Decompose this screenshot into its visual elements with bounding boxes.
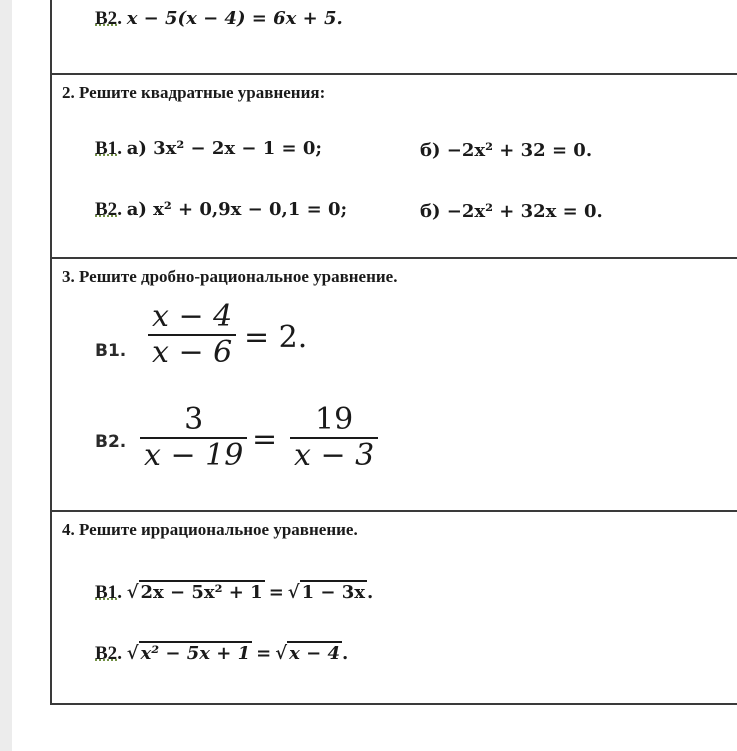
numerator: 19 xyxy=(315,402,354,437)
task1-variant2: B2. x − 5(x − 4) = 6x + 5. xyxy=(95,8,343,29)
task2-title: 2. Решите квадратные уравнения: xyxy=(62,83,326,102)
task2-variant1: B1. а) 3x² − 2x − 1 = 0; xyxy=(95,138,323,159)
task2-variant1-equation-b: б) −2x² + 32 = 0. xyxy=(420,140,593,161)
task3-title: 3. Решите дробно-рациональное уравнение. xyxy=(62,267,398,286)
denominator: x − 6 xyxy=(152,335,233,370)
numerator: x − 4 xyxy=(152,299,233,334)
numerator: 3 xyxy=(184,402,204,437)
equation: x − 5(x − 4) = 6x + 5. xyxy=(126,8,343,29)
task3-variant1-label: B1. xyxy=(95,341,127,361)
variant-label: B1 xyxy=(95,582,118,603)
row-divider-2 xyxy=(50,257,737,259)
row-divider-1 xyxy=(50,73,737,75)
equation-a: а) x² + 0,9x − 0,1 = 0; xyxy=(126,199,348,220)
variant-label: B2 xyxy=(95,643,118,664)
row-divider-3 xyxy=(50,510,737,512)
radicand-right: 1 − 3x xyxy=(301,582,366,603)
task3-variant2-label: B2. xyxy=(95,432,127,452)
denominator: x − 3 xyxy=(294,438,375,473)
page-margin xyxy=(0,0,12,751)
task4-variant1: B1. √ 2x − 5x² + 1 = √ 1 − 3x . xyxy=(95,582,374,603)
task4-variant2: B2. √ x² − 5x + 1 = √ x − 4 . xyxy=(95,643,349,664)
task2-variant2: B2. а) x² + 0,9x − 0,1 = 0; xyxy=(95,199,348,220)
denominator: x − 19 xyxy=(144,438,244,473)
task3-v2-right-fraction xyxy=(290,403,378,473)
radicand-right: x − 4 xyxy=(289,643,340,664)
variant-label: B2 xyxy=(95,8,118,29)
task3-v2-left-fraction xyxy=(140,403,247,473)
radicand-left: 2x − 5x² + 1 xyxy=(140,582,263,603)
task3-v2-equals: = xyxy=(252,422,278,457)
equation-a: а) 3x² − 2x − 1 = 0; xyxy=(126,138,323,159)
task2-variant2-equation-b: б) −2x² + 32x = 0. xyxy=(420,201,603,222)
task3-v1-rhs: = 2. xyxy=(244,320,308,355)
radicand-left: x² − 5x + 1 xyxy=(140,643,251,664)
task3-v1-fraction xyxy=(148,300,236,370)
task4-title: 4. Решите иррациональное уравнение. xyxy=(62,520,358,539)
variant-label: B1 xyxy=(95,138,118,159)
variant-label: B2 xyxy=(95,199,118,220)
